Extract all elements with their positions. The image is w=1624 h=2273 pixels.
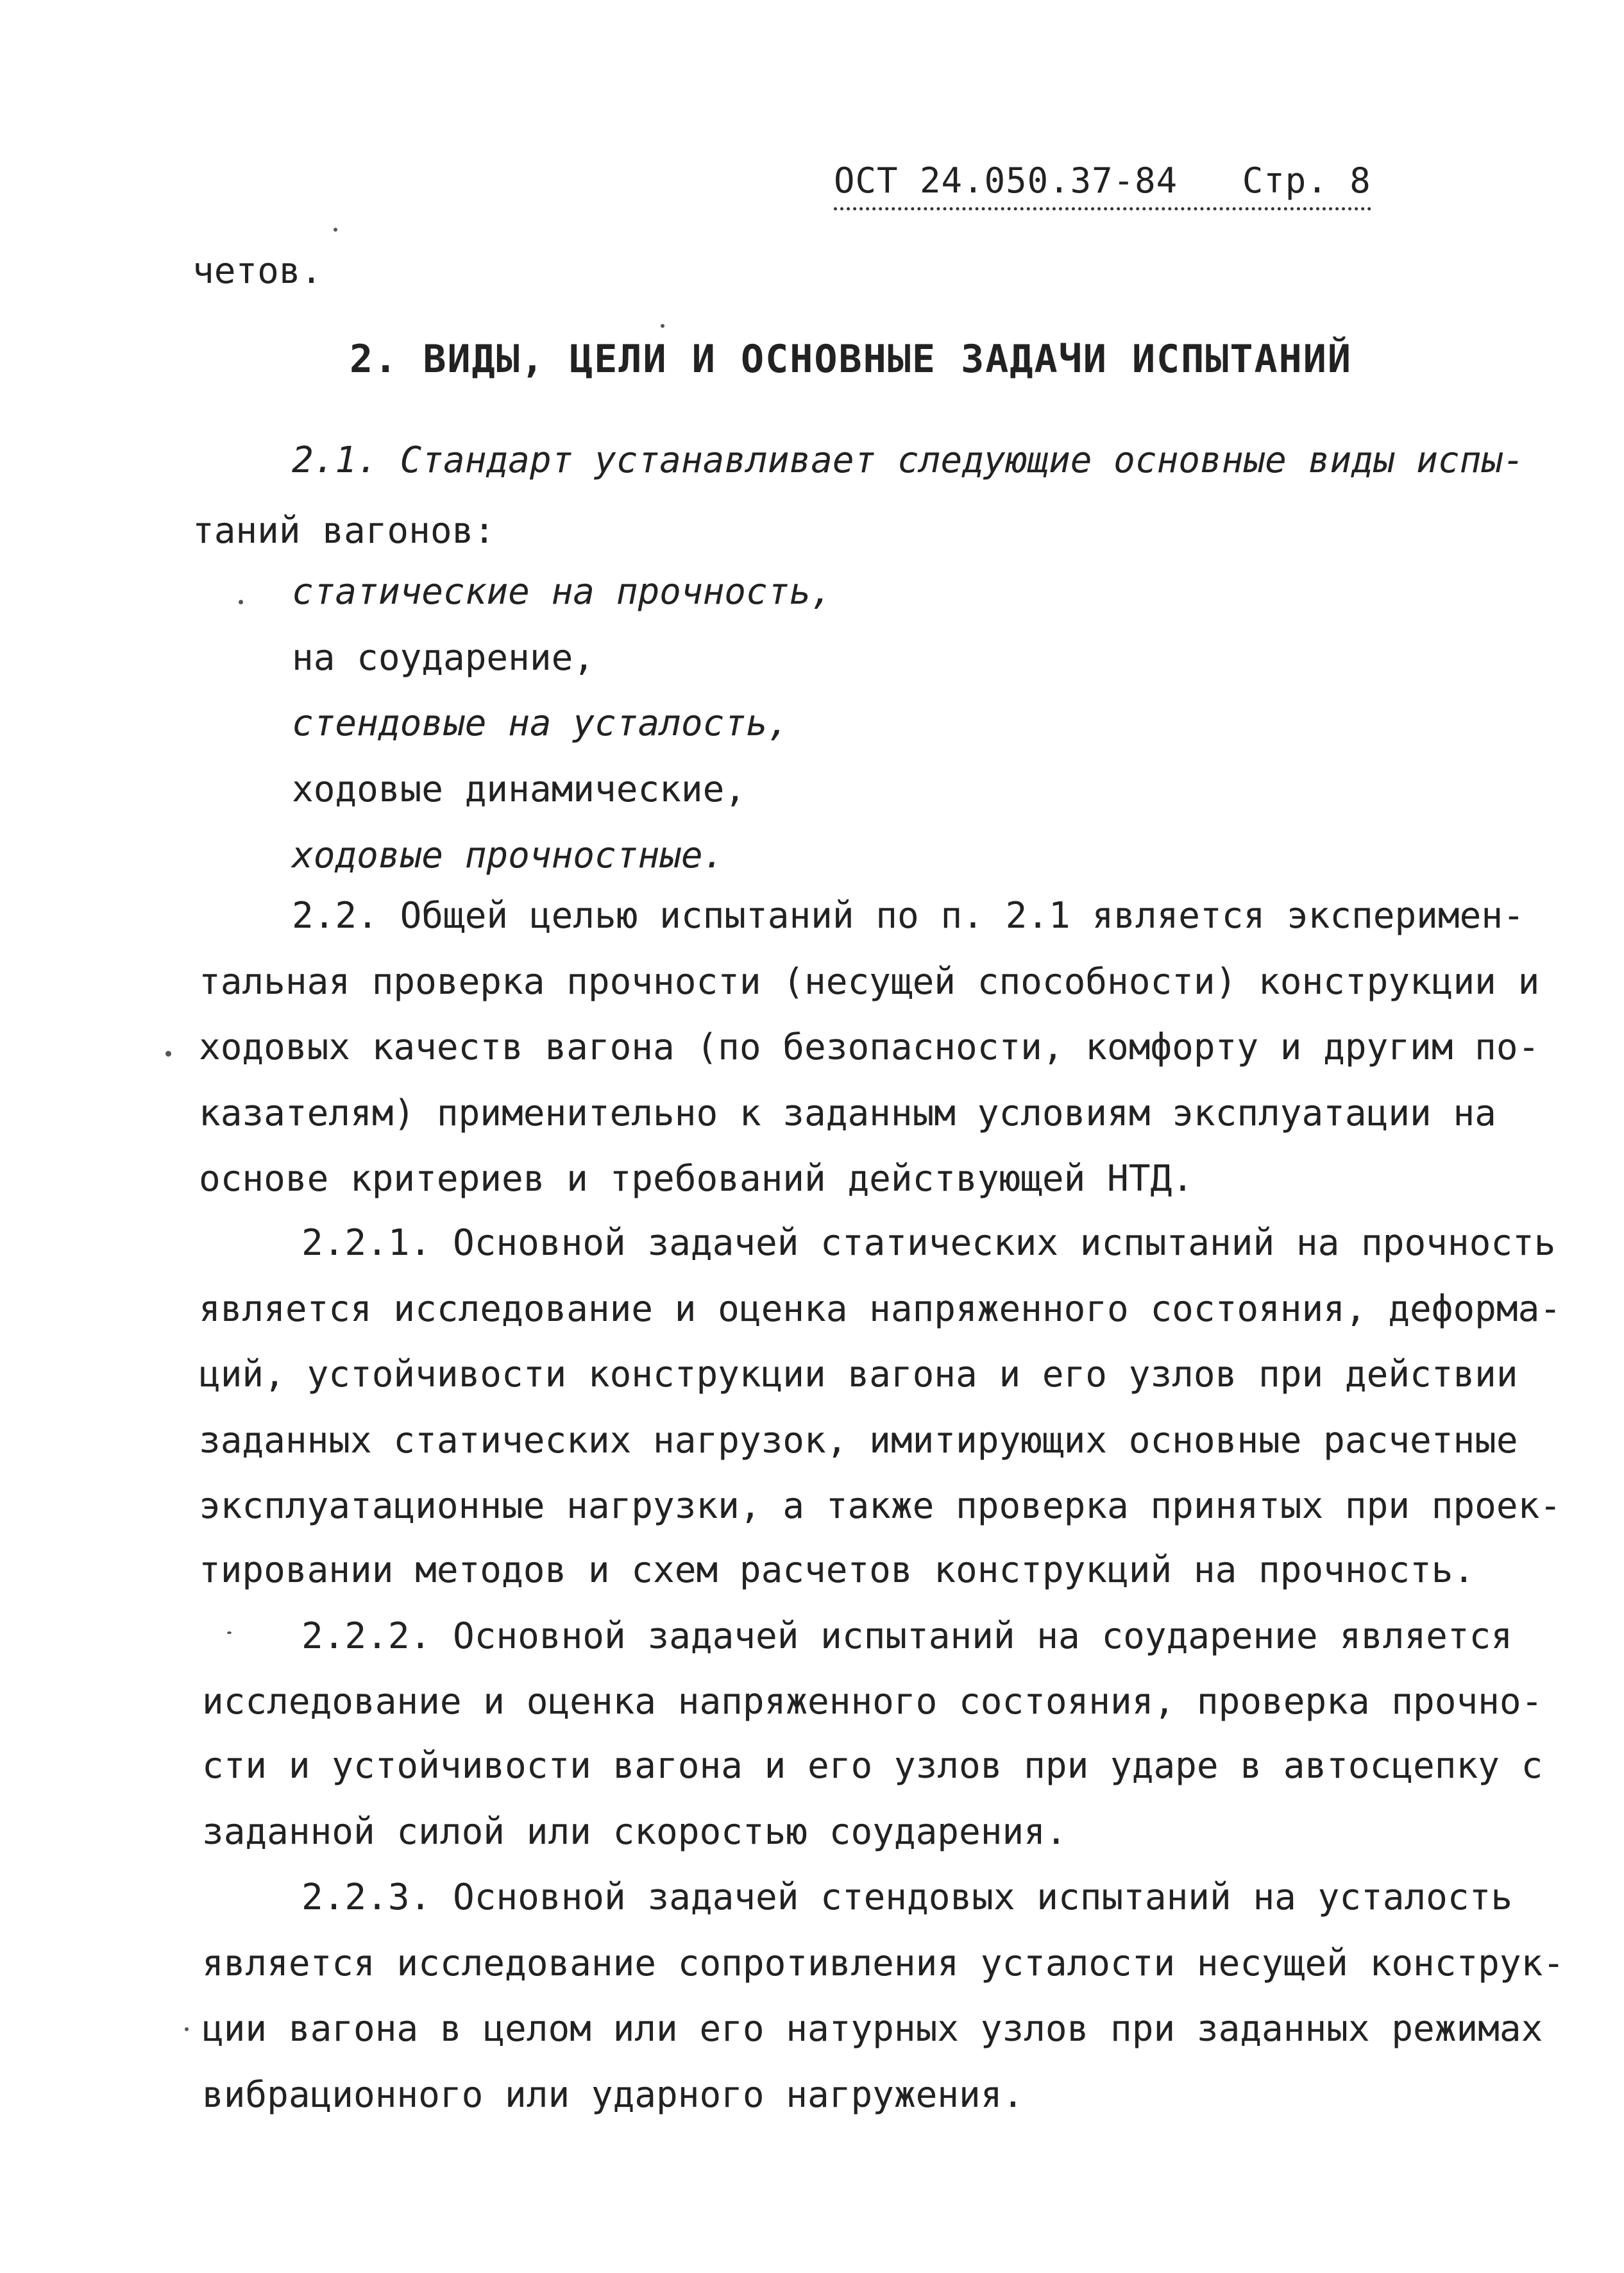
paragraph-2-2-line: 2.2. Общей целью испытаний по п. 2.1 является эксперимен- xyxy=(292,895,1525,937)
scan-speck xyxy=(185,2027,189,2031)
paragraph-2-2-1-line: заданных статических нагрузок, имитирующих основные расчетные xyxy=(199,1420,1518,1461)
paragraph-2-2-1-line: является исследование и оценка напряженного состояния, деформа- xyxy=(199,1288,1562,1330)
paragraph-2-2-1-line: тировании методов и схем расчетов конструкций на прочность. xyxy=(199,1549,1475,1591)
paragraph-2-2-2-line: сти и устойчивости вагона и его узлов при ударе в автосцепку с xyxy=(202,1745,1543,1787)
section-heading: 2. ВИДЫ, ЦЕЛИ И ОСНОВНЫЕ ЗАДАЧИ ИСПЫТАНИЙ xyxy=(350,337,1353,382)
paragraph-2-2-2-line: 2.2.2. Основной задачей испытаний на соударение является xyxy=(301,1615,1513,1657)
document-header xyxy=(834,160,1371,210)
paragraph-2-2-3-line: 2.2.3. Основной задачей стендовых испытаний на усталость xyxy=(301,1877,1513,1918)
scan-speck xyxy=(227,1631,232,1634)
paragraph-2-2-3-line: вибрационного или ударного нагружения. xyxy=(202,2074,1024,2116)
paragraph-2-2-2-line: исследование и оценка напряженного состояния, проверка прочно- xyxy=(202,1681,1543,1723)
paragraph-2-2-3-line: является исследование сопротивления усталости несущей конструк- xyxy=(202,1943,1565,1984)
paragraph-2-2-line: казателям) применительно к заданным условиям эксплуатации на xyxy=(199,1093,1496,1134)
paragraph-2-2-2-line: заданной силой или скоростью соударения. xyxy=(202,1811,1067,1853)
paragraph-2-2-3-line: ции вагона в целом или его натурных узлов при заданных режимах xyxy=(202,2008,1543,2050)
paragraph-2-2-line: основе критериев и требований действующей НТД. xyxy=(199,1158,1194,1200)
paragraph-2-1-line: таний вагонов: xyxy=(192,510,496,552)
paragraph-2-2-1-line: ций, устойчивости конструкции вагона и его узлов при действии xyxy=(199,1354,1518,1395)
scan-speck xyxy=(661,324,664,328)
test-type-item: на соударение, xyxy=(292,637,595,679)
paragraph-2-1-line: 2.1. Стандарт устанавливает следующие основные виды испы- xyxy=(292,439,1525,481)
page-number: Стр. 8 xyxy=(1242,160,1371,201)
test-type-item: стендовые на усталость, xyxy=(292,702,790,744)
continuation-text: четов. xyxy=(192,250,323,292)
document-code: ОСТ 24.050.37-84 xyxy=(834,160,1178,201)
scan-speck xyxy=(165,1051,171,1057)
test-type-item: статические на прочность, xyxy=(292,571,833,613)
paragraph-2-2-1-line: эксплуатационные нагрузки, а также проверка принятых при проек- xyxy=(199,1485,1562,1527)
test-type-item: ходовые динамические, xyxy=(292,769,747,810)
paragraph-2-2-1-line: 2.2.1. Основной задачей статических испытаний на прочность xyxy=(301,1222,1556,1264)
paragraph-2-2-line: ходовых качеств вагона (по безопасности, комфорту и другим по- xyxy=(199,1026,1540,1068)
scan-speck xyxy=(334,228,337,232)
paragraph-2-2-line: тальная проверка прочности (несущей способности) конструкции и xyxy=(199,961,1540,1003)
scan-speck xyxy=(239,600,243,604)
test-type-item: ходовые прочностные. xyxy=(292,835,725,876)
